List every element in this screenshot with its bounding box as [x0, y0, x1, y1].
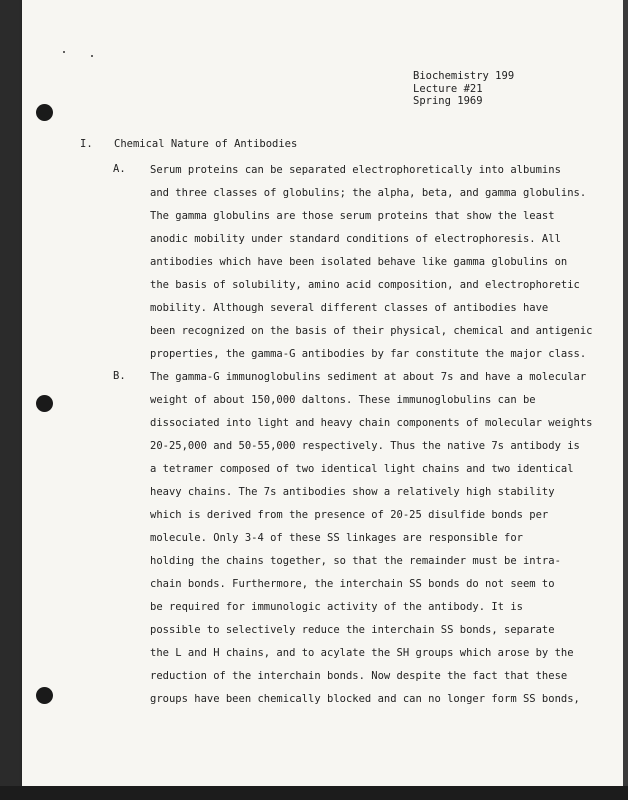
lecture-number: Lecture #21	[413, 82, 483, 95]
text-line: anodic mobility under standard conditions of electrophoresis. All	[150, 233, 561, 245]
text-line: chain bonds. Furthermore, the interchain SS bonds do not seem to	[150, 578, 555, 590]
text-line: properties, the gamma-G antibodies by far constitute the major class.	[150, 348, 587, 360]
punch-hole-middle	[36, 395, 53, 412]
text-line: mobility. Although several different classes of antibodies have	[150, 302, 549, 314]
text-line: heavy chains. The 7s antibodies show a relatively high stability	[150, 486, 555, 498]
scanner-bed-strip	[0, 786, 628, 800]
section-title: Chemical Nature of Antibodies	[114, 138, 298, 150]
text-line: The gamma globulins are those serum proteins that show the least	[150, 210, 555, 222]
text-line: The gamma-G immunoglobulins sediment at about 7s and have a molecular	[150, 371, 587, 383]
text-line: holding the chains together, so that the remainder must be intra-	[150, 555, 561, 567]
text-line: a tetramer composed of two identical light chains and two identical	[150, 463, 574, 475]
text-line: possible to selectively reduce the interchain SS bonds, separate	[150, 624, 555, 636]
text-line: the basis of solubility, amino acid composition, and electrophoretic	[150, 279, 580, 291]
paper-speck	[91, 55, 93, 57]
term: Spring 1969	[413, 95, 483, 107]
section-number: I.	[80, 138, 93, 150]
text-line: the L and H chains, and to acylate the SH groups which arose by the	[150, 647, 574, 659]
section-heading	[80, 138, 297, 150]
text-line: 20-25,000 and 50-55,000 respectively. Thus the native 7s antibody is	[150, 440, 580, 452]
document-header	[413, 70, 514, 108]
paragraph-label: B.	[113, 370, 126, 382]
text-line: Serum proteins can be separated electrophoretically into albumins	[150, 164, 561, 176]
text-line: which is derived from the presence of 20-25 disulfide bonds per	[150, 509, 549, 521]
text-line: been recognized on the basis of their physical, chemical and antigenic	[150, 325, 593, 337]
text-line: reduction of the interchain bonds. Now despite the fact that these	[150, 670, 568, 682]
text-line: be required for immunologic activity of the antibody. It is	[150, 601, 523, 613]
text-line: weight of about 150,000 daltons. These immunoglobulins can be	[150, 394, 536, 406]
text-line: groups have been chemically blocked and can no longer form SS bonds,	[150, 693, 580, 705]
paragraph-label: A.	[113, 163, 126, 175]
course-name: Biochemistry 199	[413, 70, 515, 82]
paper-speck	[63, 51, 65, 53]
text-line: dissociated into light and heavy chain components of molecular weights	[150, 417, 593, 429]
text-line: and three classes of globulins; the alpha, beta, and gamma globulins.	[150, 187, 587, 199]
page-edge	[623, 0, 628, 800]
punch-hole-bottom	[36, 687, 53, 704]
text-line: antibodies which have been isolated behave like gamma globulins on	[150, 256, 568, 268]
punch-hole-top	[36, 104, 53, 121]
text-line: molecule. Only 3-4 of these SS linkages are responsible for	[150, 532, 523, 544]
